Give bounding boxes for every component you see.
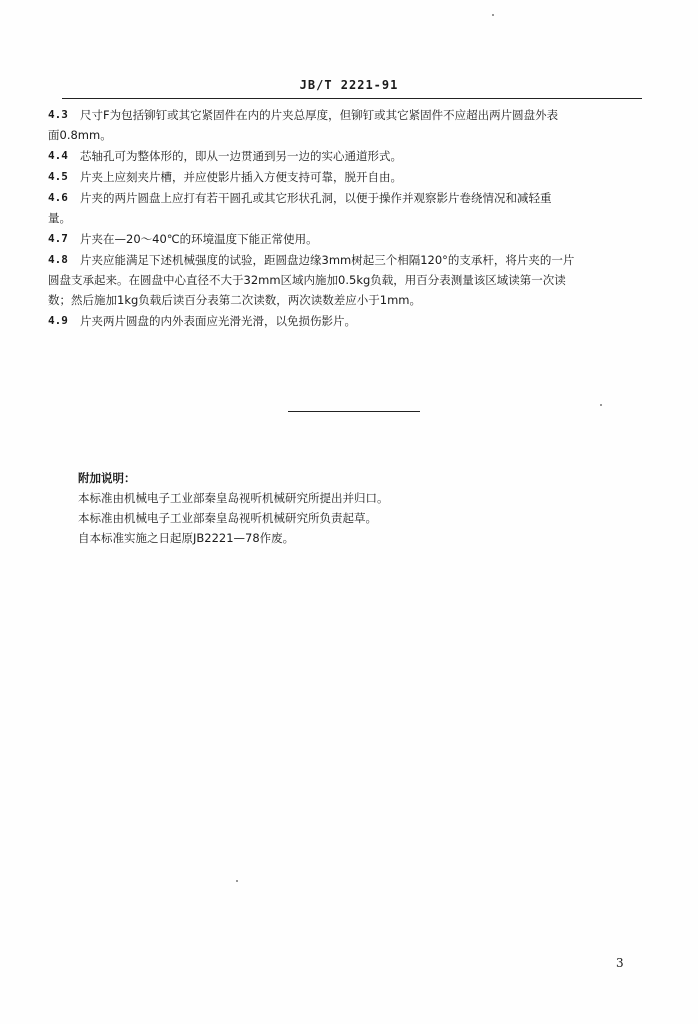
header-divider (62, 98, 642, 99)
notes-line: 本标准由机械电子工业部秦皇岛视听机械研究所提出并归口。 (78, 491, 389, 505)
clause-text-line: 面0.8mm。 (48, 128, 112, 142)
clause-text-line: 芯轴孔可为整体形的，即从一边贯通到另一边的实心通道形式。 (80, 149, 402, 163)
clause-number: 4.6 (48, 191, 68, 204)
clause-number: 4.8 (48, 253, 68, 266)
clause-4-4 (48, 146, 648, 166)
clause-text-line: 片夹应能满足下述机械强度的试验，距圆盘边缘3mm树起三个相隔120°的支承杆，将片夹的一片 (80, 253, 575, 267)
clause-4-8 (48, 250, 648, 310)
clause-number: 4.3 (48, 108, 68, 121)
scan-speck (600, 404, 602, 406)
clause-list (48, 105, 648, 332)
end-of-text-rule (288, 411, 420, 412)
standard-code-header: JB/T 2221-91 (299, 78, 399, 92)
clause-text-line: 圆盘支承起来。在圆盘中心直径不大于32mm区域内施加0.5kg负载，用百分表测量该区域读第一次读 (48, 273, 566, 287)
clause-text-line: 片夹在—20～40℃的环境温度下能正常使用。 (80, 232, 318, 246)
notes-title: 附加说明： (78, 471, 136, 485)
page-number: 3 (616, 956, 624, 970)
clause-4-5 (48, 167, 648, 187)
clause-4-6 (48, 188, 648, 228)
clause-text-line: 数；然后施加1kg负载后读百分表第二次读数，两次读数差应小于1mm。 (48, 293, 421, 307)
clause-4-7 (48, 229, 648, 249)
scan-speck (236, 880, 238, 882)
notes-line: 自本标准实施之日起原JB2221—78作废。 (78, 531, 295, 545)
clause-text-line: 片夹上应刻夹片槽，并应使影片插入方便支持可靠，脱开自由。 (80, 170, 402, 184)
clause-text-line: 片夹的两片圆盘上应打有若干圆孔或其它形状孔洞，以便于操作并观察影片卷绕情况和减轻重 (80, 191, 552, 205)
clause-text-line: 片夹两片圆盘的内外表面应光滑光滑，以免损伤影片。 (80, 314, 356, 328)
clause-number: 4.4 (48, 149, 68, 162)
clause-text-line: 尺寸F为包括铆钉或其它紧固件在内的片夹总厚度，但铆钉或其它紧固件不应超出两片圆盘外表 (80, 108, 559, 122)
additional-notes (78, 468, 638, 548)
clause-4-3 (48, 105, 648, 145)
scan-speck (492, 14, 494, 16)
notes-line: 本标准由机械电子工业部秦皇岛视听机械研究所负责起草。 (78, 511, 377, 525)
clause-number: 4.7 (48, 232, 68, 245)
clause-4-9 (48, 311, 648, 331)
clause-number: 4.9 (48, 314, 68, 327)
clause-text-line: 量。 (48, 211, 71, 225)
clause-number: 4.5 (48, 170, 68, 183)
